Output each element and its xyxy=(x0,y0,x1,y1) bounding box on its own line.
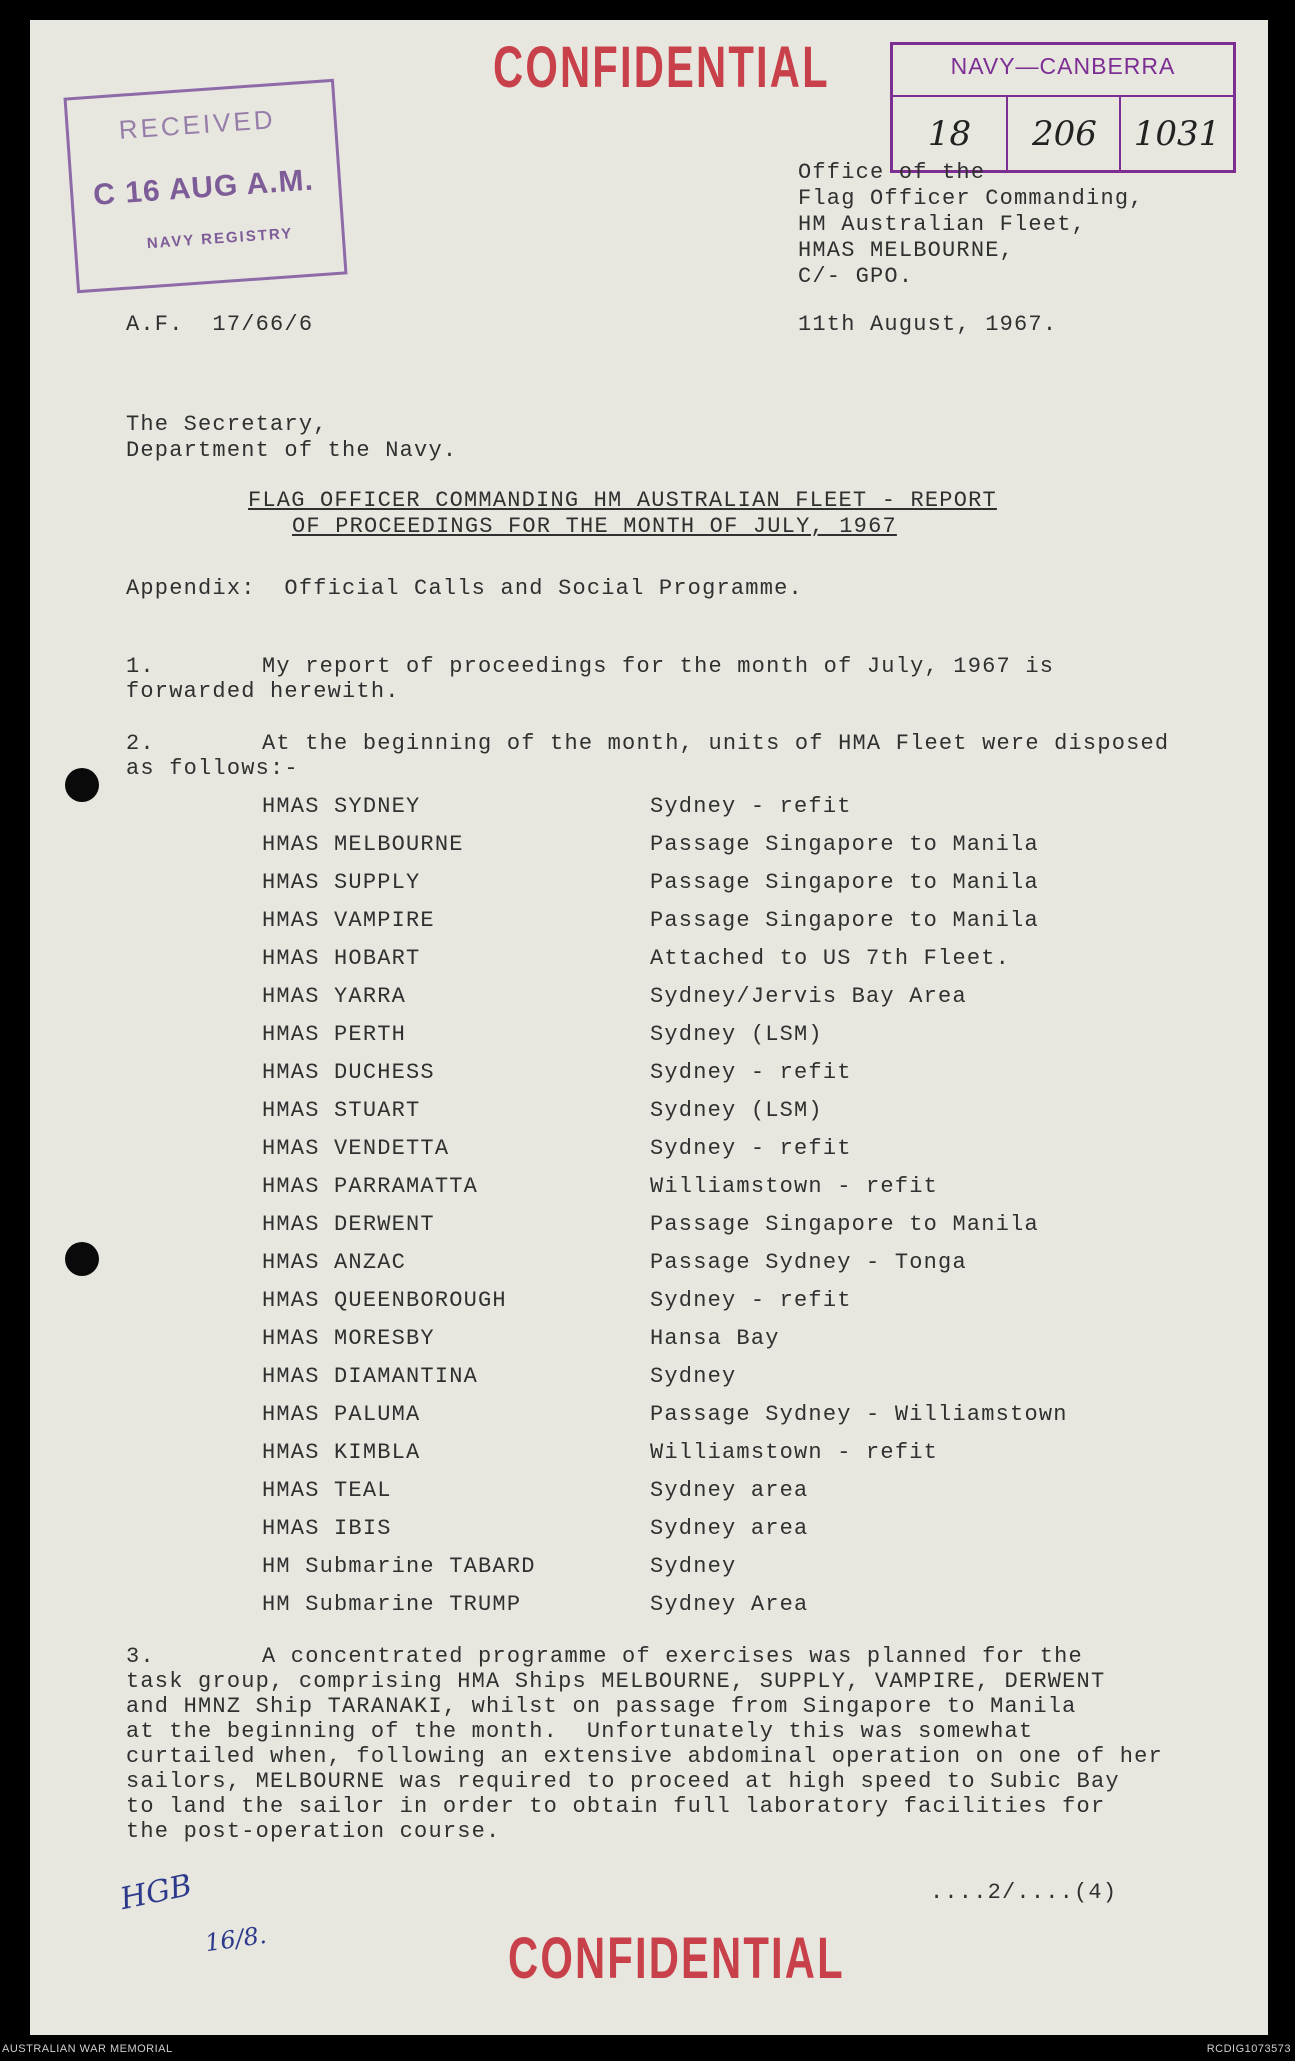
handwritten-initials: HGB xyxy=(117,1867,196,1918)
ship-location: Sydney (LSM) xyxy=(650,1022,823,1047)
ship-name: HMAS VAMPIRE xyxy=(262,908,435,933)
footer-record-id: RCDIG1073573 xyxy=(1206,2043,1291,2055)
address-line: HM Australian Fleet, xyxy=(798,212,1087,237)
confidential-stamp-top: CONFIDENTIAL xyxy=(493,35,830,100)
navy-stamp-cell-3: 1031 xyxy=(1119,97,1233,170)
file-reference: A.F. 17/66/6 xyxy=(126,312,314,337)
ship-name: HMAS HOBART xyxy=(262,946,421,971)
ship-location: Passage Sydney - Tonga xyxy=(650,1250,967,1275)
subject-line: FLAG OFFICER COMMANDING HM AUSTRALIAN FLEET - REPORT xyxy=(248,488,997,513)
appendix-line: Appendix: Official Calls and Social Programme. xyxy=(126,576,803,601)
ship-location: Williamstown - refit xyxy=(650,1174,939,1199)
ship-name: HMAS MELBOURNE xyxy=(262,832,464,857)
punch-hole xyxy=(65,768,99,802)
navy-canberra-stamp xyxy=(890,42,1236,173)
address-line: C/- GPO. xyxy=(798,264,914,289)
received-stamp xyxy=(63,79,347,293)
ship-location: Sydney area xyxy=(650,1478,809,1503)
continuation-marker: ....2/....(4) xyxy=(930,1880,1118,1905)
para3-text: curtailed when, following an extensive abdominal operation on one of her xyxy=(126,1744,1163,1769)
subject-line: OF PROCEEDINGS FOR THE MONTH OF JULY, 1967 xyxy=(292,514,897,539)
ship-location: Sydney Area xyxy=(650,1592,809,1617)
ship-location: Passage Singapore to Manila xyxy=(650,908,1039,933)
confidential-stamp-bottom: CONFIDENTIAL xyxy=(508,1926,845,1991)
ship-name: HMAS YARRA xyxy=(262,984,407,1009)
ship-name: HMAS ANZAC xyxy=(262,1250,407,1275)
ship-location: Passage Sydney - Williamstown xyxy=(650,1402,1068,1427)
address-line: HMAS MELBOURNE, xyxy=(798,238,1015,263)
ship-location: Sydney (LSM) xyxy=(650,1098,823,1123)
address-line: Office of the xyxy=(798,160,986,185)
ship-name: HMAS KIMBLA xyxy=(262,1440,421,1465)
ship-location: Sydney - refit xyxy=(650,794,852,819)
ship-location: Passage Singapore to Manila xyxy=(650,870,1039,895)
ship-location: Hansa Bay xyxy=(650,1326,780,1351)
ship-location: Sydney xyxy=(650,1364,737,1389)
navy-stamp-title: NAVY—CANBERRA xyxy=(950,53,1176,79)
para3-text: to land the sailor in order to obtain full laboratory facilities for xyxy=(126,1794,1106,1819)
ship-name: HM Submarine TRUMP xyxy=(262,1592,522,1617)
handwritten-date: 16/8. xyxy=(203,1920,269,1958)
ship-location: Sydney xyxy=(650,1554,737,1579)
ship-name: HMAS DERWENT xyxy=(262,1212,435,1237)
para2-number: 2. xyxy=(126,731,155,756)
para2-text: At the beginning of the month, units of HMA Fleet were disposed xyxy=(262,731,1170,756)
para3-text: at the beginning of the month. Unfortunately this was somewhat xyxy=(126,1719,1034,1744)
para3-text: A concentrated programme of exercises was planned for the xyxy=(262,1644,1083,1669)
ship-name: HMAS PARRAMATTA xyxy=(262,1174,479,1199)
ship-location: Sydney/Jervis Bay Area xyxy=(650,984,967,1009)
navy-stamp-cell-2: 206 xyxy=(1006,97,1121,170)
ship-location: Williamstown - refit xyxy=(650,1440,939,1465)
document-page xyxy=(30,20,1268,2035)
ship-name: HMAS DUCHESS xyxy=(262,1060,435,1085)
ship-name: HMAS PERTH xyxy=(262,1022,407,1047)
para2-text: as follows:- xyxy=(126,756,299,781)
ship-name: HMAS IBIS xyxy=(262,1516,392,1541)
para1-text: forwarded herewith. xyxy=(126,679,400,704)
received-stamp-registry: NAVY REGISTRY xyxy=(146,225,294,253)
para3-text: the post-operation course. xyxy=(126,1819,501,1844)
ship-name: HMAS VENDETTA xyxy=(262,1136,450,1161)
navy-stamp-cell-1: 18 xyxy=(927,113,972,154)
ship-name: HMAS STUART xyxy=(262,1098,421,1123)
ship-name: HMAS QUEENBOROUGH xyxy=(262,1288,507,1313)
ship-name: HMAS PALUMA xyxy=(262,1402,421,1427)
ship-location: Sydney - refit xyxy=(650,1060,852,1085)
ship-name: HMAS TEAL xyxy=(262,1478,392,1503)
ship-name: HMAS MORESBY xyxy=(262,1326,435,1351)
address-line: Flag Officer Commanding, xyxy=(798,186,1144,211)
ship-name: HMAS SUPPLY xyxy=(262,870,421,895)
ship-location: Passage Singapore to Manila xyxy=(650,1212,1039,1237)
punch-hole xyxy=(65,1242,99,1276)
ship-location: Sydney - refit xyxy=(650,1288,852,1313)
para3-text: and HMNZ Ship TARANAKI, whilst on passage from Singapore to Manila xyxy=(126,1694,1077,1719)
ship-name: HM Submarine TABARD xyxy=(262,1554,536,1579)
received-stamp-date: C 16 AUG A.M. xyxy=(92,163,315,212)
ship-location: Sydney - refit xyxy=(650,1136,852,1161)
ship-location: Passage Singapore to Manila xyxy=(650,832,1039,857)
ship-name: HMAS SYDNEY xyxy=(262,794,421,819)
ship-location: Sydney area xyxy=(650,1516,809,1541)
para1-text: My report of proceedings for the month of July, 1967 is xyxy=(262,654,1055,679)
para3-text: task group, comprising HMA Ships MELBOURNE, SUPPLY, VAMPIRE, DERWENT xyxy=(126,1669,1106,1694)
para1-number: 1. xyxy=(126,654,155,679)
para3-number: 3. xyxy=(126,1644,155,1669)
recipient-line: Department of the Navy. xyxy=(126,438,458,463)
recipient-line: The Secretary, xyxy=(126,412,328,437)
letter-date: 11th August, 1967. xyxy=(798,312,1058,337)
ship-location: Attached to US 7th Fleet. xyxy=(650,946,1011,971)
received-stamp-line1: RECEIVED xyxy=(117,103,277,145)
para3-text: sailors, MELBOURNE was required to proceed at high speed to Subic Bay xyxy=(126,1769,1120,1794)
ship-name: HMAS DIAMANTINA xyxy=(262,1364,479,1389)
footer-archive-name: AUSTRALIAN WAR MEMORIAL xyxy=(2,2043,173,2055)
